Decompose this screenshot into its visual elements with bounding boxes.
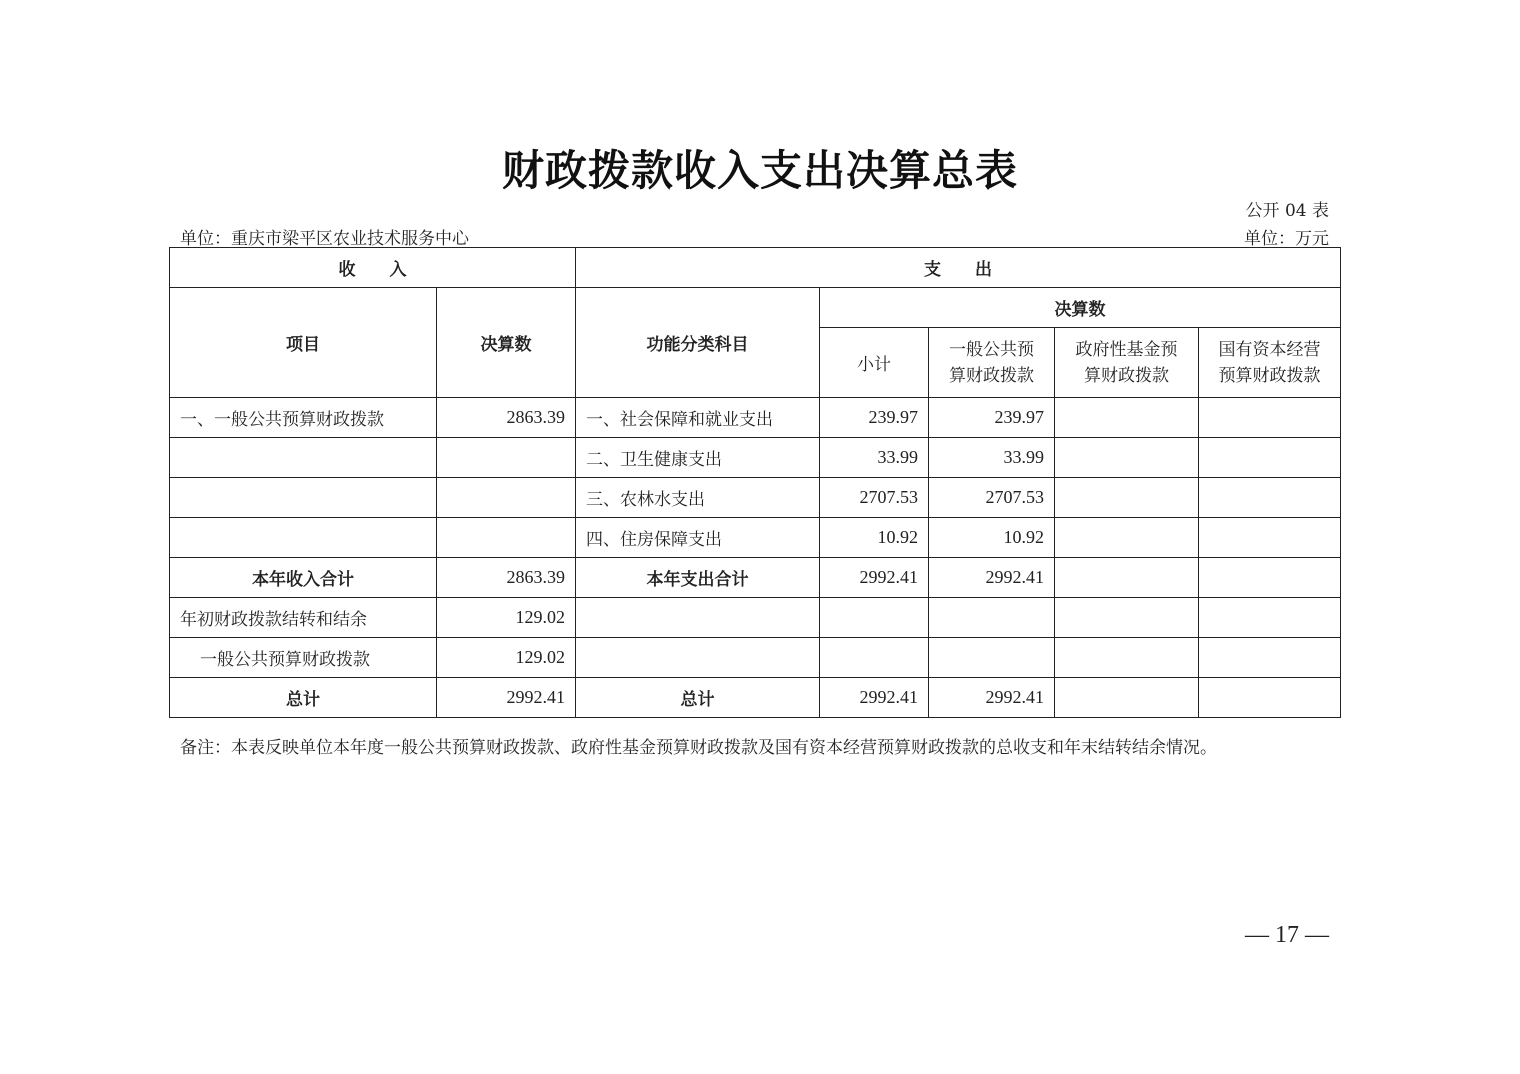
state-capital-value bbox=[1199, 518, 1341, 558]
general-value: 10.92 bbox=[929, 518, 1055, 558]
state-capital-value bbox=[1199, 478, 1341, 518]
subtotal-header: 小计 bbox=[820, 328, 929, 398]
state-capital-value bbox=[1199, 638, 1341, 678]
table-row bbox=[170, 518, 1341, 558]
expense-item: 二、卫生健康支出 bbox=[576, 438, 820, 478]
budget-table bbox=[169, 247, 1341, 718]
income-item: 一、一般公共预算财政拨款 bbox=[170, 398, 437, 438]
income-item bbox=[170, 438, 437, 478]
expense-item: 一、社会保障和就业支出 bbox=[576, 398, 820, 438]
income-amount bbox=[437, 478, 576, 518]
table-row bbox=[170, 398, 1341, 438]
item-header: 项目 bbox=[170, 288, 437, 398]
unit-organization: 单位：重庆市梁平区农业技术服务中心 bbox=[180, 229, 469, 249]
state-capital-header-line2: 预算财政拨款 bbox=[1218, 365, 1321, 386]
amount-header: 决算数 bbox=[437, 288, 576, 398]
gov-fund-header bbox=[1055, 328, 1199, 398]
subtotal-value: 239.97 bbox=[820, 398, 929, 438]
gov-fund-value bbox=[1055, 558, 1199, 598]
gov-fund-value bbox=[1055, 518, 1199, 558]
income-item bbox=[170, 518, 437, 558]
general-value: 2992.41 bbox=[929, 558, 1055, 598]
table-note: 备注：本表反映单位本年度一般公共预算财政拨款、政府性基金预算财政拨款及国有资本经营预算财政拨款的总收支和年末结转结余情况。 bbox=[180, 738, 1217, 758]
state-capital-value bbox=[1199, 438, 1341, 478]
table-row bbox=[170, 638, 1341, 678]
expense-item bbox=[576, 638, 820, 678]
header-row-2 bbox=[170, 288, 1341, 328]
income-amount: 2863.39 bbox=[437, 558, 576, 598]
income-amount bbox=[437, 518, 576, 558]
subtotal-value: 2992.41 bbox=[820, 558, 929, 598]
state-capital-value bbox=[1199, 678, 1341, 718]
table-row bbox=[170, 598, 1341, 638]
income-amount bbox=[437, 438, 576, 478]
state-capital-value bbox=[1199, 558, 1341, 598]
expense-header: 支 出 bbox=[576, 248, 1341, 288]
general-budget-header-line2: 算财政拨款 bbox=[949, 365, 1034, 386]
state-capital-value bbox=[1199, 398, 1341, 438]
subtotal-value: 2992.41 bbox=[820, 678, 929, 718]
final-amount-header: 决算数 bbox=[820, 288, 1341, 328]
table-row bbox=[170, 678, 1341, 718]
gov-fund-header-line2: 算财政拨款 bbox=[1084, 365, 1169, 386]
gov-fund-value bbox=[1055, 398, 1199, 438]
page-title: 财政拨款收入支出决算总表 bbox=[501, 146, 1018, 195]
expense-item: 总计 bbox=[576, 678, 820, 718]
table-row bbox=[170, 478, 1341, 518]
income-item: 一般公共预算财政拨款 bbox=[170, 638, 437, 678]
table-number: 公开 04 表 bbox=[1245, 201, 1329, 221]
subtotal-value bbox=[820, 638, 929, 678]
gov-fund-value bbox=[1055, 638, 1199, 678]
header-row-1 bbox=[170, 248, 1341, 288]
general-value: 2707.53 bbox=[929, 478, 1055, 518]
page-number: — 17 — bbox=[1245, 922, 1329, 948]
general-value bbox=[929, 638, 1055, 678]
expense-item bbox=[576, 598, 820, 638]
subtotal-value: 10.92 bbox=[820, 518, 929, 558]
gov-fund-value bbox=[1055, 678, 1199, 718]
income-header: 收 入 bbox=[170, 248, 576, 288]
general-value: 33.99 bbox=[929, 438, 1055, 478]
unit-currency: 单位：万元 bbox=[1244, 229, 1329, 249]
general-value: 2992.41 bbox=[929, 678, 1055, 718]
expense-item: 本年支出合计 bbox=[576, 558, 820, 598]
state-capital-value bbox=[1199, 598, 1341, 638]
expense-item: 四、住房保障支出 bbox=[576, 518, 820, 558]
gov-fund-header-line1: 政府性基金预 bbox=[1075, 339, 1178, 360]
table-row bbox=[170, 438, 1341, 478]
expense-item: 三、农林水支出 bbox=[576, 478, 820, 518]
general-value bbox=[929, 598, 1055, 638]
gov-fund-value bbox=[1055, 478, 1199, 518]
gov-fund-value bbox=[1055, 438, 1199, 478]
income-item: 年初财政拨款结转和结余 bbox=[170, 598, 437, 638]
state-capital-header bbox=[1199, 328, 1341, 398]
state-capital-header-line1: 国有资本经营 bbox=[1218, 339, 1321, 360]
function-category-header: 功能分类科目 bbox=[576, 288, 820, 398]
income-item: 本年收入合计 bbox=[170, 558, 437, 598]
income-amount: 129.02 bbox=[437, 598, 576, 638]
subtotal-value bbox=[820, 598, 929, 638]
subtotal-value: 2707.53 bbox=[820, 478, 929, 518]
general-budget-header bbox=[929, 328, 1055, 398]
subtotal-value: 33.99 bbox=[820, 438, 929, 478]
general-budget-header-line1: 一般公共预 bbox=[949, 339, 1034, 360]
income-item: 总计 bbox=[170, 678, 437, 718]
income-amount: 2992.41 bbox=[437, 678, 576, 718]
table-row bbox=[170, 558, 1341, 598]
income-amount: 129.02 bbox=[437, 638, 576, 678]
gov-fund-value bbox=[1055, 598, 1199, 638]
income-item bbox=[170, 478, 437, 518]
income-amount: 2863.39 bbox=[437, 398, 576, 438]
general-value: 239.97 bbox=[929, 398, 1055, 438]
